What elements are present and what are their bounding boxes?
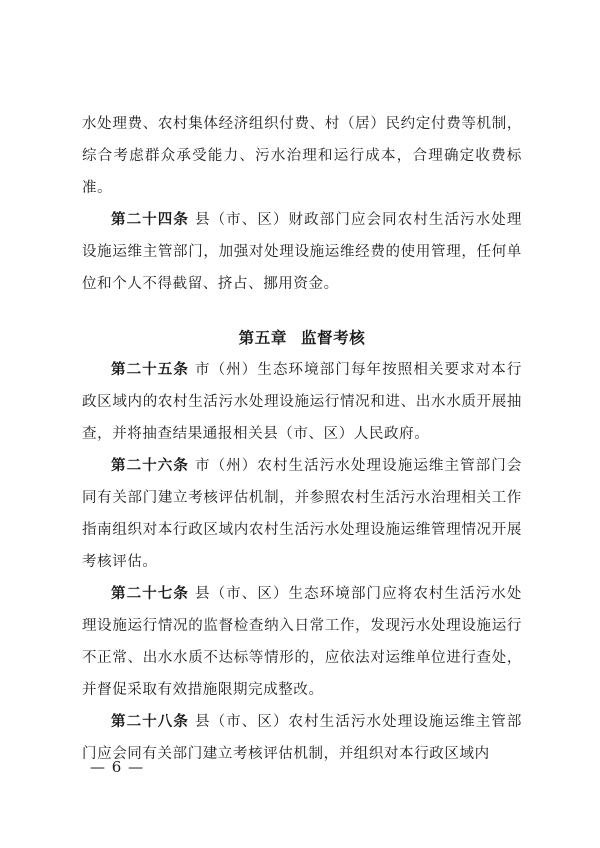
paragraph-continuation: 水处理费、农村集体经济组织付费、村（居）民约定付费等机制，综合考虑群众承受能力、污水治理和运行成本，合理确定收费标准。 [82, 116, 522, 196]
article-25 [82, 354, 522, 450]
article-text: 市（州）农村生活污水处理设施运维主管部门会同有关部门建立考核评估机制，并参照农村生活污水治理相关工作指南组织对本行政区域内农村生活污水处理设施运维管理情况开展考核评估。 [82, 458, 522, 570]
chapter-heading [82, 322, 522, 354]
chapter-number: 第五章 [238, 329, 287, 347]
document-body [82, 108, 522, 770]
chapter-title: 监督考核 [300, 329, 366, 347]
article-28 [82, 706, 522, 770]
article-text: 市（州）生态环境部门每年按照相关要求对本行政区域内的农村生活污水处理设施运行情况和进、出水水质开展抽查，并将抽查结果通报相关县（市、区）人民政府。 [82, 362, 522, 442]
article-number: 第二十六条 [111, 458, 189, 474]
article-number: 第二十七条 [111, 586, 189, 602]
page-number: — 6 — [90, 758, 145, 776]
article-number: 第二十四条 [111, 212, 189, 228]
article-number: 第二十五条 [111, 362, 189, 378]
article-text: 县（市、区）生态环境部门应将农村生活污水处理设施运行情况的监督检查纳入日常工作，发现污水处理设施运行不正常、出水水质不达标等情形的，应依法对运维单位进行查处，并督促采取有效措施限期完成整改。 [82, 586, 522, 698]
article-27 [82, 578, 522, 706]
article-text: 县（市、区）财政部门应会同农村生活污水处理设施运维主管部门，加强对处理设施运维经费的使用管理，任何单位和个人不得截留、挤占、挪用资金。 [82, 212, 522, 292]
article-text: 县（市、区）农村生活污水处理设施运维主管部门应会同有关部门建立考核评估机制，并组织对本行政区域内 [82, 714, 522, 762]
article-26 [82, 450, 522, 578]
article-number: 第二十八条 [111, 714, 189, 730]
article-24 [82, 204, 522, 300]
